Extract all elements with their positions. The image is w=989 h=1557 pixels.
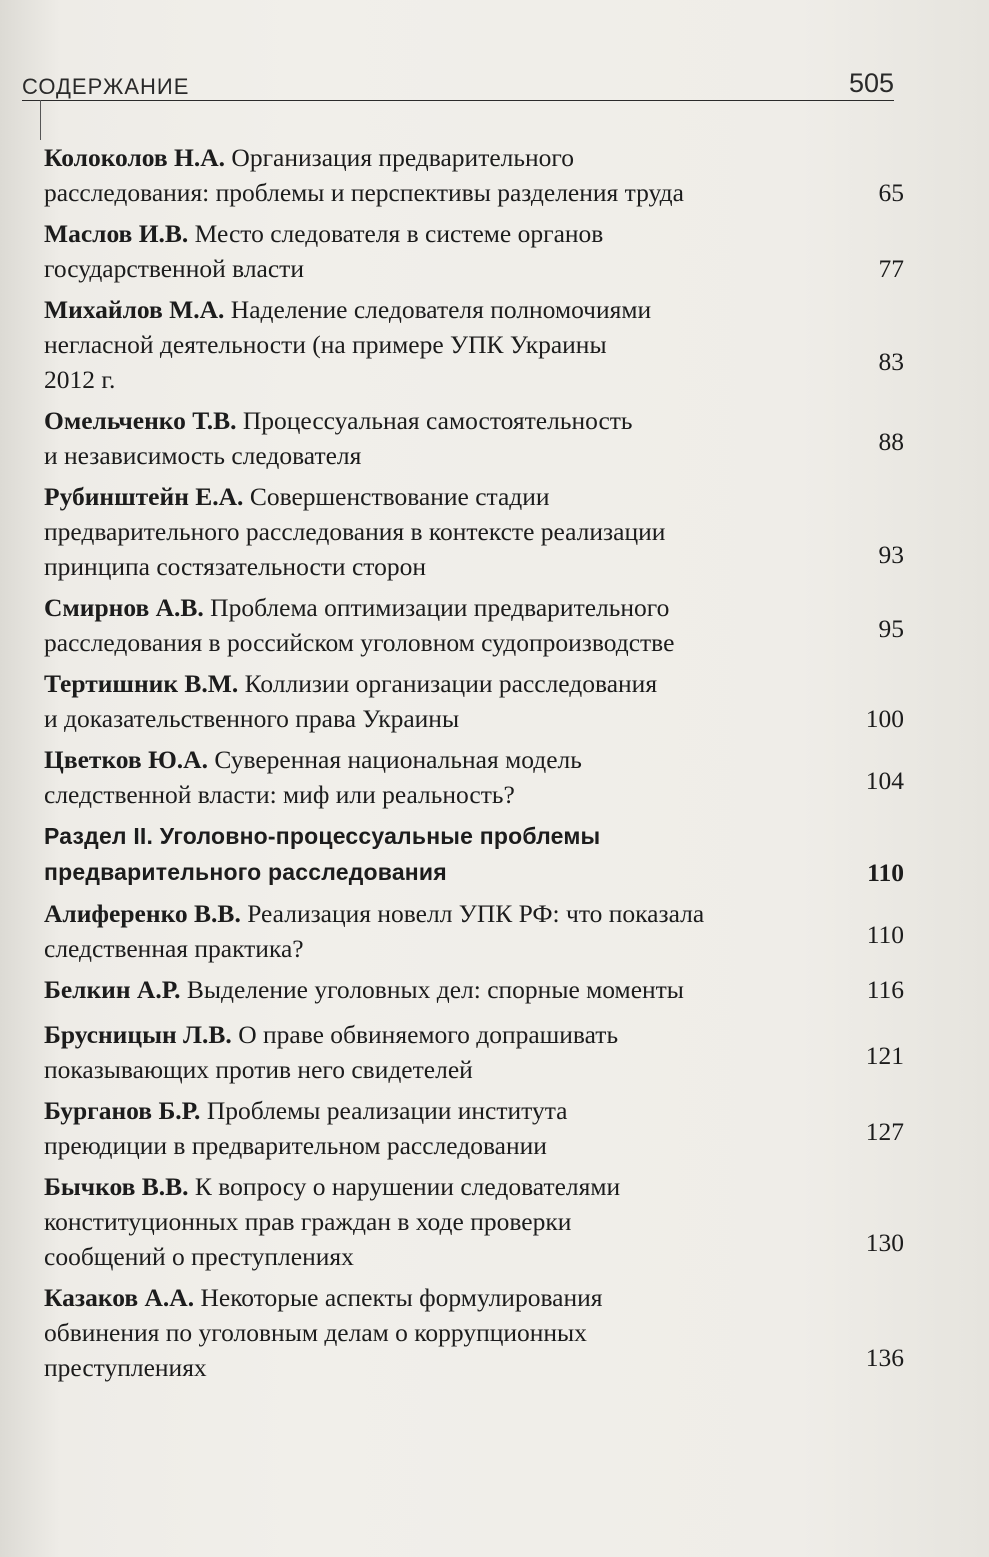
toc-entry	[44, 590, 904, 660]
entry-page: 95	[878, 614, 904, 643]
entry-title-line: показывающих против него свидетелей	[44, 1055, 473, 1084]
entry-title: Место следователя в системе органов	[188, 219, 604, 248]
section-title-line: предварительного расследования	[44, 859, 447, 885]
toc-entry	[44, 216, 904, 286]
entry-title: Реализация новелл УПК РФ: что показала	[240, 899, 705, 928]
entry-title-line: расследования: проблемы и перспективы разделения труда	[44, 178, 684, 207]
entry-page: 136	[865, 1343, 904, 1372]
entry-author: Смирнов А.В.	[44, 593, 204, 622]
entry-title: Проблема оптимизации предварительного	[203, 593, 670, 622]
entry-author: Тертишник В.М.	[44, 669, 239, 698]
toc-entry	[44, 403, 904, 473]
margin-mark	[40, 100, 41, 140]
entry-author: Михайлов М.А.	[44, 295, 225, 324]
toc-entry	[44, 1280, 904, 1385]
section-page: 110	[867, 858, 904, 887]
entry-page: 65	[878, 178, 904, 207]
entry-author: Цветков Ю.А.	[44, 745, 208, 774]
entry-author: Колоколов Н.А.	[44, 143, 226, 172]
entry-author: Белкин А.Р.	[44, 975, 181, 1004]
entry-page: 100	[865, 704, 904, 733]
entry-page: 127	[865, 1117, 904, 1146]
entry-title-line: предварительного расследования в контексте реализации	[44, 517, 666, 546]
header-title: СОДЕРЖАНИЕ	[22, 74, 190, 99]
toc-entry	[44, 972, 904, 1007]
entry-title-line: следственная практика?	[44, 934, 304, 963]
entry-page: 83	[878, 347, 904, 376]
entry-page: 130	[865, 1228, 904, 1257]
entry-title-line: 2012 г.	[44, 365, 116, 394]
toc-section-heading	[44, 818, 904, 890]
entry-page: 121	[865, 1041, 904, 1070]
toc-entry	[44, 1169, 904, 1274]
entry-author: Омельченко Т.В.	[44, 406, 237, 435]
entry-author: Казаков А.А.	[44, 1283, 195, 1312]
section-title: Раздел II. Уголовно-процессуальные проблемы	[44, 823, 601, 849]
entry-author: Бурганов Б.Р.	[44, 1096, 201, 1125]
entry-title-line: и независимость следователя	[44, 441, 362, 470]
entry-title: Наделение следователя полномочиями	[224, 295, 652, 324]
entry-page: 88	[878, 427, 904, 456]
entry-title: Процессуальная самостоятельность	[236, 406, 633, 435]
entry-author: Рубинштейн Е.А.	[44, 482, 244, 511]
entry-title: Суверенная национальная модель	[207, 745, 582, 774]
entry-page: 116	[866, 975, 904, 1004]
entry-title-line: следственной власти: миф или реальность?	[44, 780, 515, 809]
entry-page: 77	[878, 254, 904, 283]
entry-author: Маслов И.В.	[44, 219, 189, 248]
entry-title: О праве обвиняемого допрашивать	[231, 1020, 619, 1049]
entry-title-line: конституционных прав граждан в ходе проверки	[44, 1207, 572, 1236]
entry-title: Совершенствование стадии	[243, 482, 550, 511]
entry-title-line: принципа состязательности сторон	[44, 552, 426, 581]
entry-page: 110	[866, 920, 904, 949]
toc-entry	[44, 666, 904, 736]
entry-author: Алиференко В.В.	[44, 899, 241, 928]
running-header	[22, 64, 894, 101]
entry-title: Организация предварительного	[225, 143, 574, 172]
entry-title: Коллизии организации расследования	[238, 669, 658, 698]
entry-title-line: обвинения по уголовным делам о коррупционных	[44, 1318, 587, 1347]
entry-author: Бычков В.В.	[44, 1172, 189, 1201]
table-of-contents	[44, 140, 904, 1387]
toc-entry	[44, 742, 904, 812]
entry-title-line: преступлениях	[44, 1353, 207, 1382]
toc-entry	[44, 896, 904, 966]
toc-entry	[44, 479, 904, 584]
toc-entry	[44, 292, 904, 397]
toc-entry	[44, 140, 904, 210]
entry-title: Выделение уголовных дел: спорные моменты	[180, 975, 684, 1004]
entry-page: 104	[865, 766, 904, 795]
entry-page: 93	[878, 540, 904, 569]
entry-title: К вопросу о нарушении следователями	[188, 1172, 621, 1201]
entry-title-line: государственной власти	[44, 254, 304, 283]
toc-entry	[44, 1017, 904, 1087]
header-page-number: 505	[848, 68, 894, 98]
entry-title: Проблемы реализации института	[200, 1096, 568, 1125]
toc-entry	[44, 1093, 904, 1163]
entry-title-line: расследования в российском уголовном судопроизводстве	[44, 628, 675, 657]
entry-author: Брусницын Л.В.	[44, 1020, 232, 1049]
entry-title-line: негласной деятельности (на примере УПК Украины	[44, 330, 607, 359]
entry-title: Некоторые аспекты формулирования	[194, 1283, 603, 1312]
entry-title-line: преюдиции в предварительном расследовании	[44, 1131, 547, 1160]
entry-title-line: и доказательственного права Украины	[44, 704, 460, 733]
entry-title-line: сообщений о преступлениях	[44, 1242, 354, 1271]
